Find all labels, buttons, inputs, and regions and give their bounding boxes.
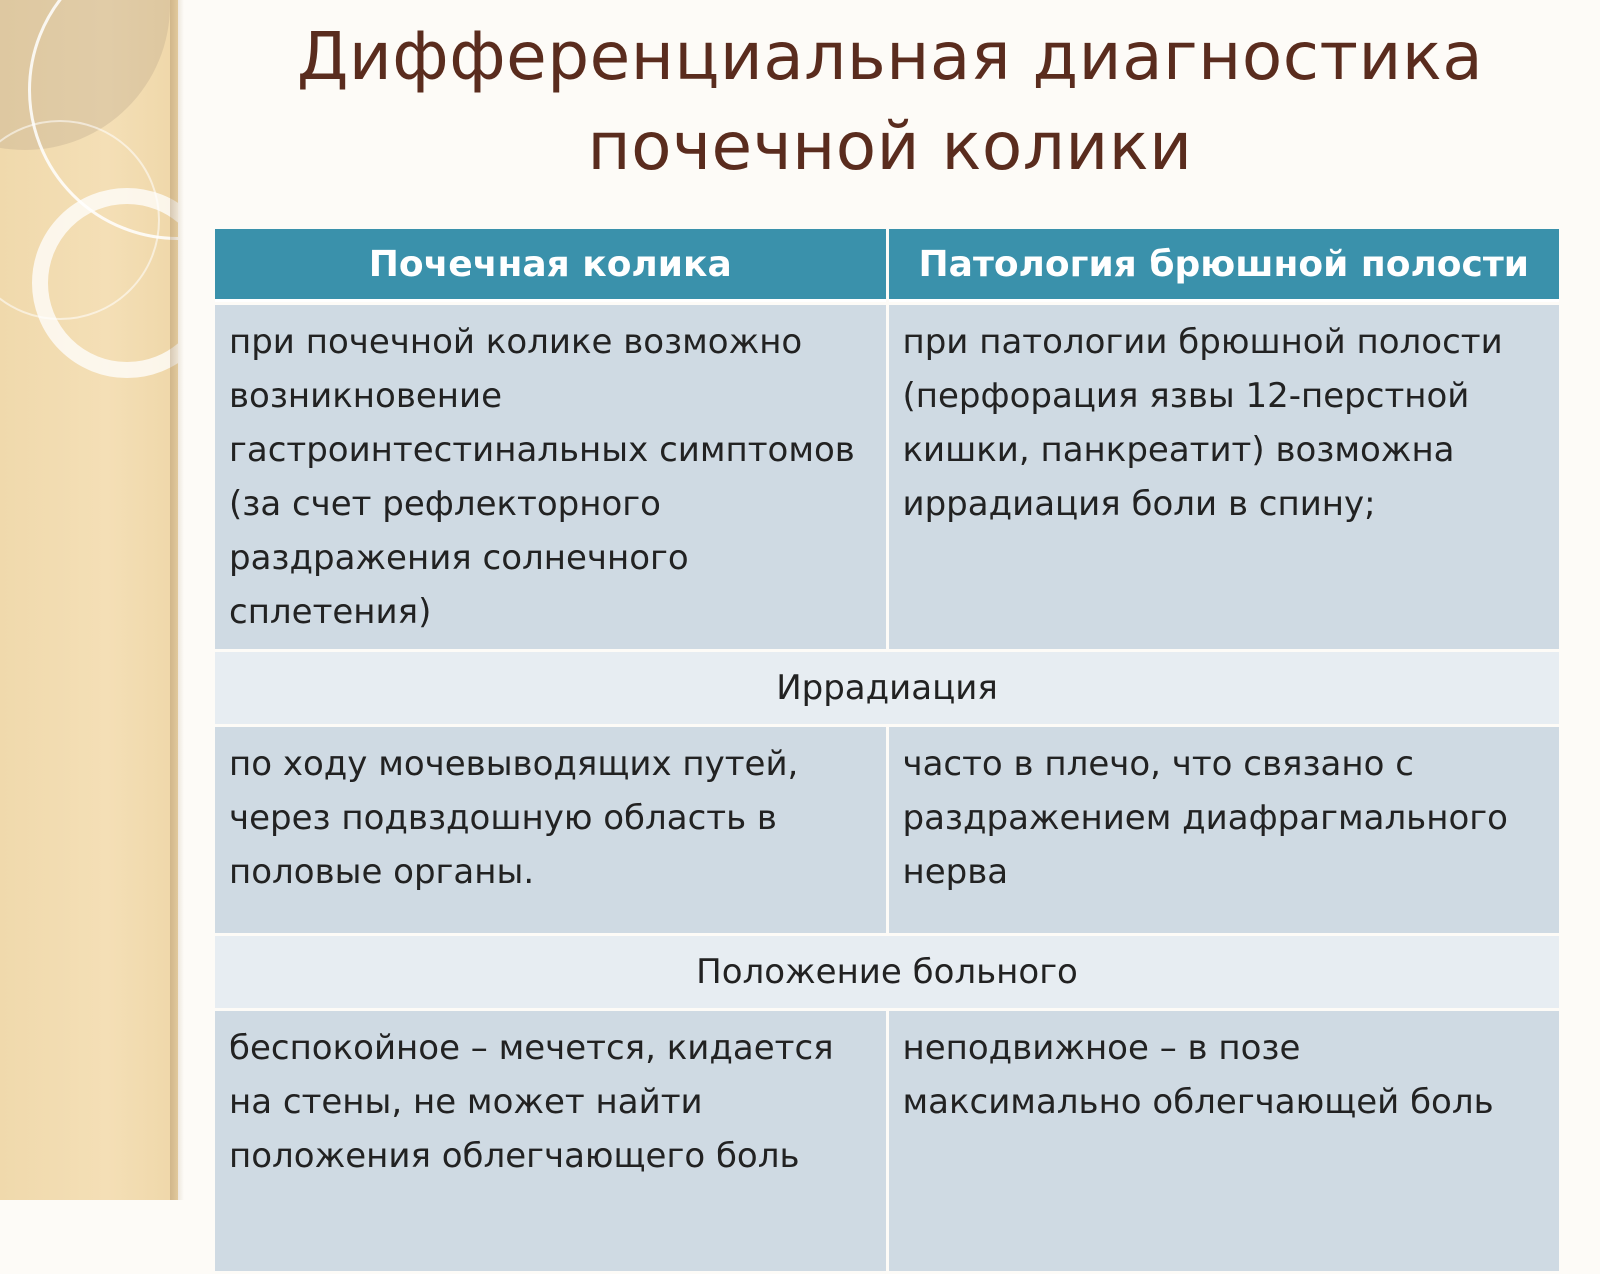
section-label-patient-position: Положение больного xyxy=(215,936,1559,1008)
section-label-irradiation: Иррадиация xyxy=(215,652,1559,724)
table-header-row xyxy=(215,229,1559,302)
side-band-shadow xyxy=(170,0,184,1200)
column-header-abdominal-pathology: Патология брюшной полости xyxy=(889,229,1560,302)
table-cell-abdominal-pathology: при патологии брюшной полости (перфорация язвы 12-перстной кишки, панкреатит) возможна иррадиация боли в спину; xyxy=(889,305,1560,649)
table-cell-renal-colic: при почечной колике возможно возникновение гастроинтестинальных симптомов (за счет рефлекторного раздражения солнечного сплетения) xyxy=(215,305,886,649)
table-section-row xyxy=(215,652,1559,724)
column-header-renal-colic: Почечная колика xyxy=(215,229,886,302)
comparison-table xyxy=(212,226,1562,1274)
table-row xyxy=(215,1011,1559,1271)
comparison-table-container xyxy=(212,226,1562,1274)
table-section-row xyxy=(215,936,1559,1008)
table-cell-renal-colic: беспокойное – мечется, кидается на стены, не может найти положения облегчающего боль xyxy=(215,1011,886,1271)
table-cell-abdominal-pathology: часто в плечо, что связано с раздражением диафрагмального нерва xyxy=(889,727,1560,933)
table-cell-abdominal-pathology: неподвижное – в позе максимально облегчающей боль xyxy=(889,1011,1560,1271)
decorative-side-band xyxy=(0,0,178,1200)
slide-title-line-2: почечной колики xyxy=(587,108,1193,185)
table-cell-renal-colic: по ходу мочевыводящих путей, через подвздошную область в половые органы. xyxy=(215,727,886,933)
slide-title xyxy=(200,12,1580,192)
slide-title-line-1: Дифференциальная диагностика xyxy=(296,18,1484,95)
table-row xyxy=(215,727,1559,933)
table-row xyxy=(215,305,1559,649)
